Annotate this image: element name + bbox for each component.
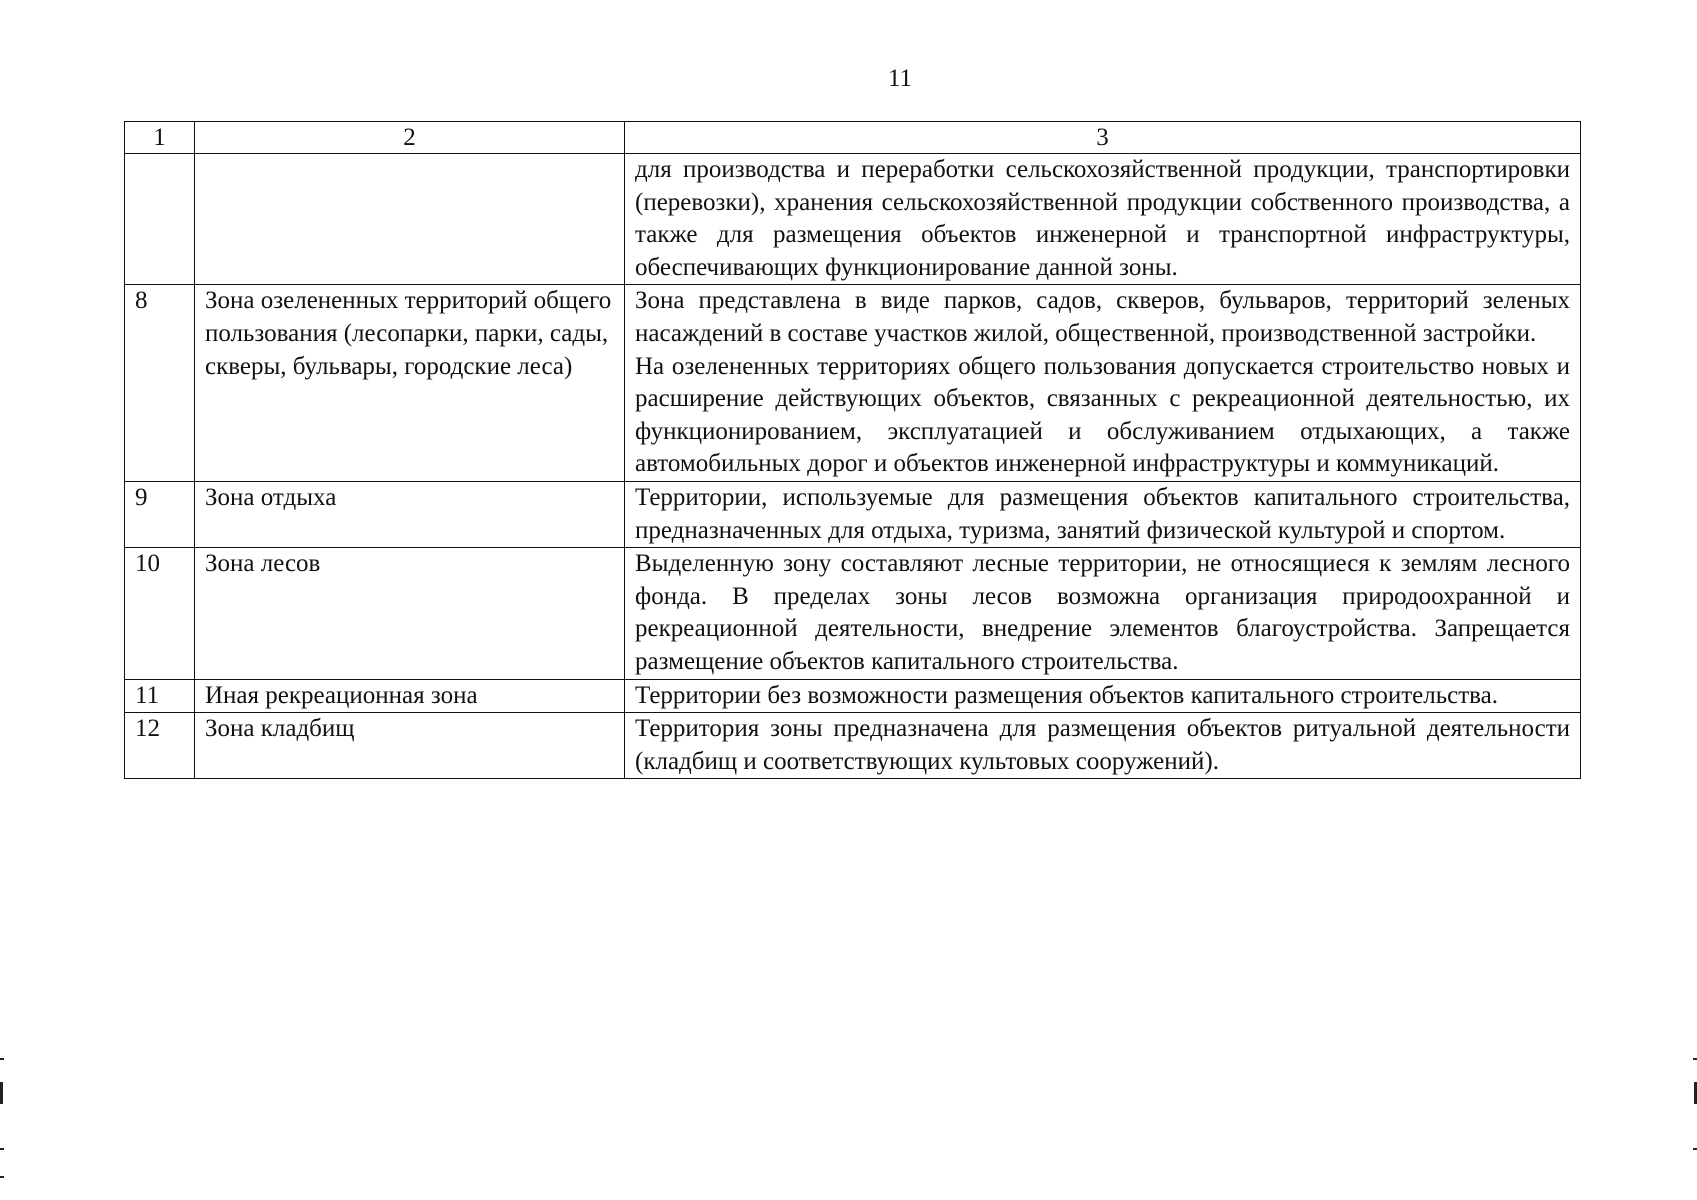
column-header-3: 3	[625, 122, 1581, 154]
table-row	[125, 285, 1581, 482]
table-row	[125, 713, 1581, 779]
description-paragraph: Территория зоны предназначена для размещения объектов ритуальной деятельности (кладбищ и соответствующих культовых сооружений).	[635, 715, 1570, 775]
column-header-1: 1	[125, 122, 195, 154]
table-row	[125, 154, 1581, 285]
scan-edge-mark	[1693, 1148, 1697, 1150]
row-number: 9	[125, 481, 195, 547]
description-paragraph: Территории, используемые для размещения объектов капитального строительства, предназначенных для отдыха, туризма, занятий физической культурой и спортом.	[635, 483, 1570, 544]
row-number: 10	[125, 548, 195, 679]
description-paragraph: Территории без возможности размещения объектов капитального строительства.	[635, 681, 1498, 709]
zones-table	[124, 121, 1581, 779]
zone-description	[625, 713, 1581, 779]
zone-name: Зона кладбищ	[195, 713, 625, 779]
zone-name: Зона отдыха	[195, 481, 625, 547]
row-number: 12	[125, 713, 195, 779]
table-header-row	[125, 122, 1581, 154]
zone-name: Иная рекреационная зона	[195, 679, 625, 713]
description-paragraph: Выделенную зону составляют лесные территории, не относящиеся к землям лесного фонда. В пределах зоны лесов возможна организация природоохранной и рекреационной деятельности, внедрение элементов благоустройства. Запрещается размещение объектов капитального строительства.	[635, 550, 1570, 675]
description-paragraph: для производства и переработки сельскохозяйственной продукции, транспортировки (перевозки), хранения сельскохозяйственной продукции собственного производства, а также для размещения объектов инженерной и транспортной инфраструктуры, обеспечивающих функционирование данной зоны.	[635, 156, 1570, 281]
row-number	[125, 154, 195, 285]
scan-edge-mark	[1693, 1058, 1697, 1060]
zone-description	[625, 285, 1581, 482]
table-row	[125, 679, 1581, 713]
description-paragraph: На озелененных территориях общего пользования допускается строительство новых и расширение действующих объектов, связанных с рекреационной деятельностью, их функционированием, эксплуатацией и обслуживанием отдыхающих, а также автомобильных дорог и объектов инженерной инфраструктуры и коммуникаций.	[635, 352, 1570, 478]
table-row	[125, 548, 1581, 679]
zone-description	[625, 679, 1581, 713]
row-number: 11	[125, 679, 195, 713]
table-row	[125, 481, 1581, 547]
scan-edge-mark	[0, 1058, 4, 1060]
zone-description	[625, 481, 1581, 547]
zone-name: Зона озелененных территорий общего пользования (лесопарки, парки, сады, скверы, бульвары, городские леса)	[195, 285, 625, 482]
scan-edge-mark	[0, 1148, 4, 1150]
description-paragraph: Зона представлена в виде парков, садов, скверов, бульваров, территорий зеленых насаждений в составе участков жилой, общественной, производственной застройки.	[635, 287, 1570, 347]
zone-description	[625, 154, 1581, 285]
row-number: 8	[125, 285, 195, 482]
zone-description	[625, 548, 1581, 679]
column-header-2: 2	[195, 122, 625, 154]
scan-edge-mark	[0, 1176, 4, 1178]
zone-name: Зона лесов	[195, 548, 625, 679]
zone-name	[195, 154, 625, 285]
scan-edge-mark	[0, 1082, 3, 1104]
page-number: 11	[887, 65, 913, 92]
